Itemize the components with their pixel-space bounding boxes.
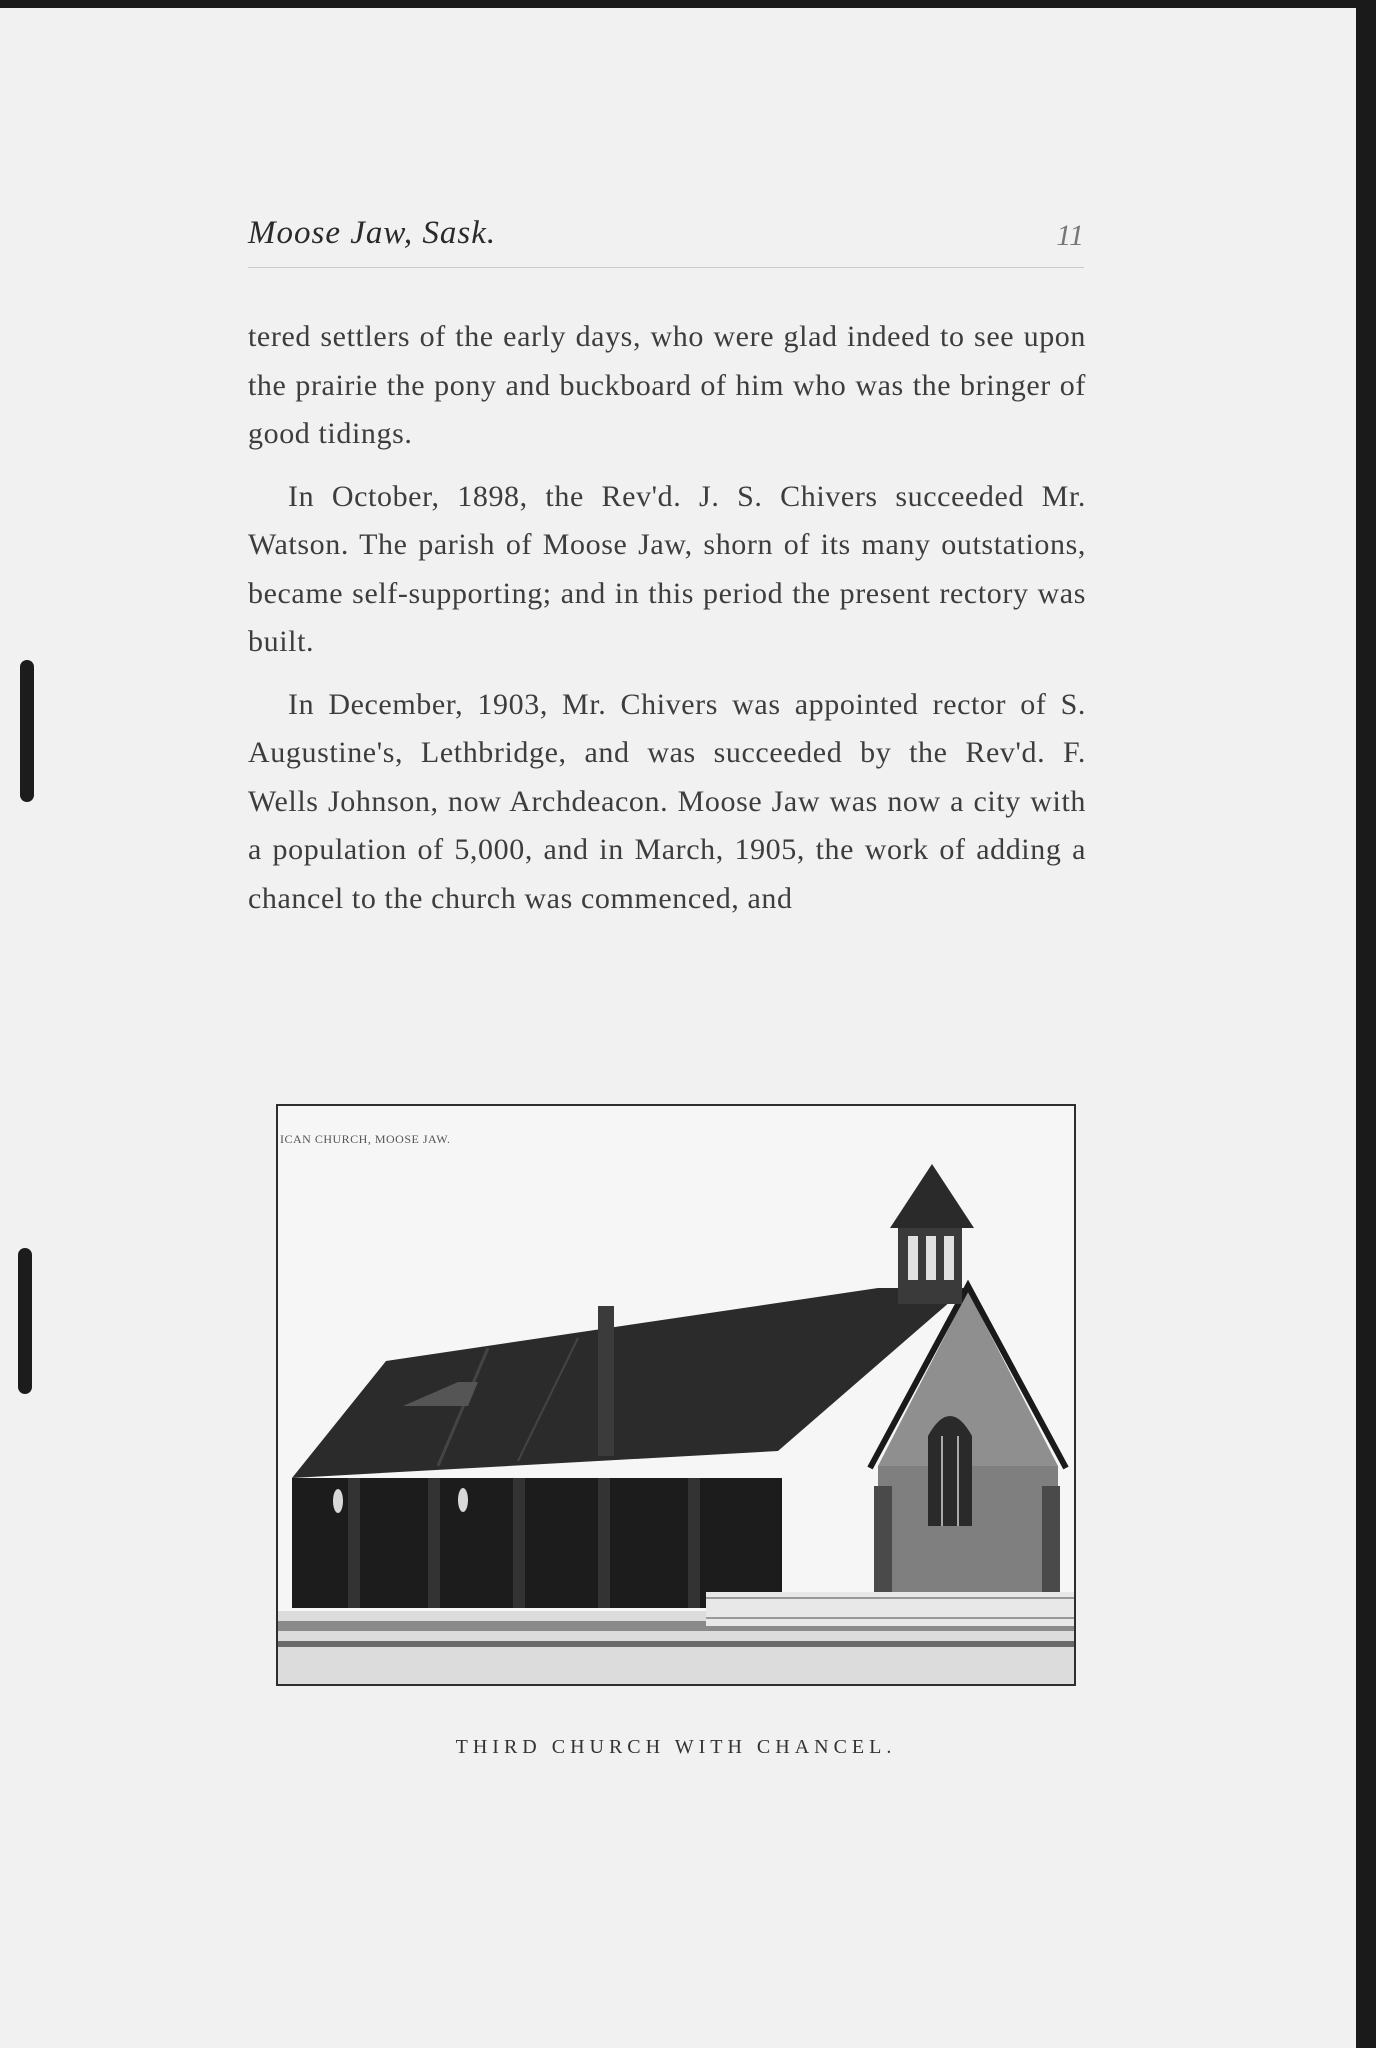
body-text — [248, 313, 1086, 937]
paragraph-1: tered settlers of the early days, who were glad indeed to see upon the prairie the pony and buckboard of him who was the bringer of good tidings. — [248, 320, 1086, 450]
church-illustration — [278, 1106, 1074, 1684]
page-number: 11 — [1056, 219, 1084, 252]
photo-label: ICAN CHURCH, MOOSE JAW. — [280, 1132, 451, 1146]
book-page — [0, 8, 1356, 2048]
binding-mark-upper — [20, 660, 34, 802]
paragraph-3: In December, 1903, Mr. Chivers was appointed rector of S. Augustine's, Lethbridge, and was succeeded by the Rev'd. F. Wells Johnson, now Archdeacon. Moose Jaw was now a city with a population of 5,000, and in March, 1905, the work of adding a chancel to the church was commenced, and — [248, 687, 1086, 915]
binding-mark-lower — [18, 1248, 32, 1394]
figure-caption: THIRD CHURCH WITH CHANCEL. — [455, 1736, 897, 1758]
running-title: Moose Jaw, Sask. — [248, 215, 497, 251]
church-photograph — [276, 1104, 1076, 1686]
paragraph-2: In October, 1898, the Rev'd. J. S. Chivers succeeded Mr. Watson. The parish of Moose Jaw, shorn of its many outstations, became self-supporting; and in this period the present rectory was built. — [248, 479, 1086, 658]
running-head — [248, 211, 1084, 268]
